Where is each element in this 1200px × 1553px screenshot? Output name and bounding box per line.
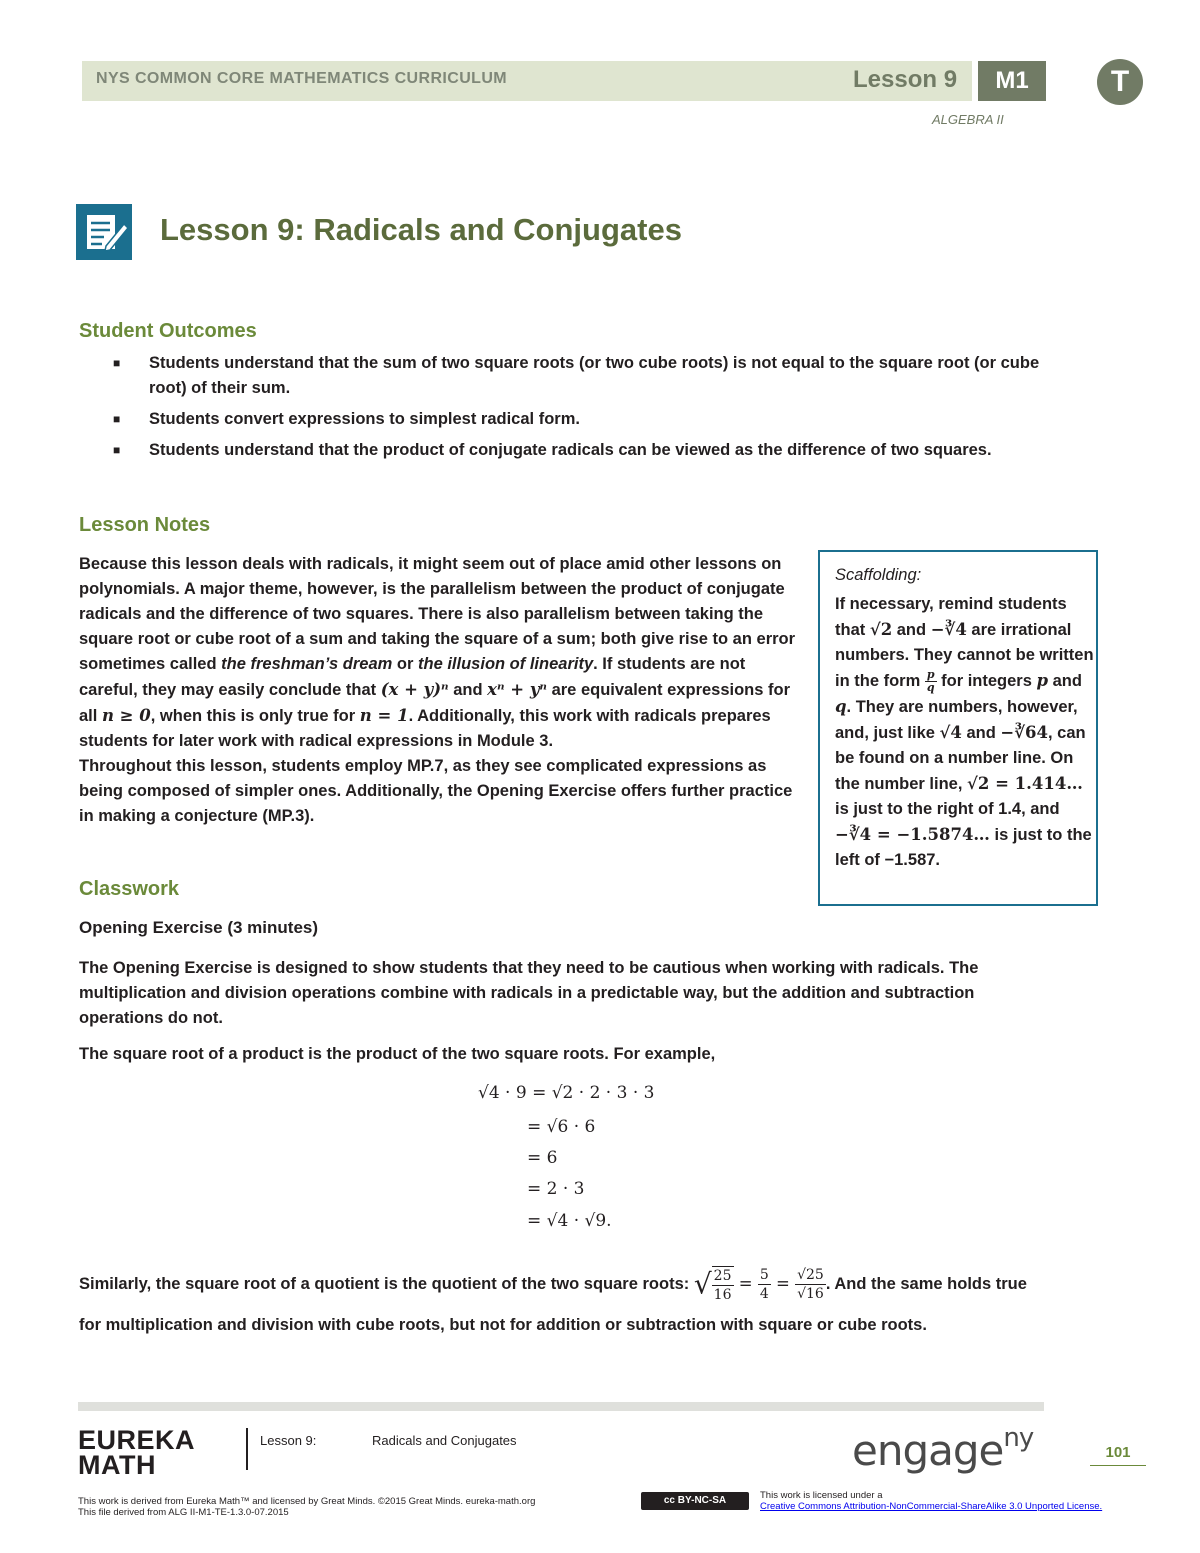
notepad-icon: [76, 204, 132, 260]
footer-rule: [78, 1402, 1044, 1411]
lesson-notes-body: Because this lesson deals with radicals, it might seem out of place amid other lessons on polynomials. A major theme, however, is the parallelism between the product of conjugate radicals and the difference of two squares. There is also parallelism between taking the square root or cube root of a sum and taking the square of a sum; both give rise to an error sometimes called the freshman’s dream or the illusion of linearity. If students are not careful, they may easily conclude that (x + y)ⁿ and xⁿ + yⁿ are equivalent expressions for all n ≥ 0, when this is only true for n = 1. Additionally, this work with radicals prepares students for later work with radical expressions in Module 3. Throughout this lesson, students employ MP.7, as they see complicated expressions as being composed of simpler ones. Additionally, the Opening Exercise offers further practice in making a conjecture (MP.3).: [79, 555, 796, 825]
equation-line: = √4 · √9.: [527, 1211, 612, 1231]
opening-p3: Similarly, the square root of a quotient is the quotient of the two square roots: √ $\frac{25}{16}$ = $\frac{5}{4}$ = $\frac{√25}{√16}$ . And the same holds true for multiplication and division with cube roots, but not for addition or subtraction with square or cube roots.: [79, 1267, 1027, 1334]
scaffolding-box: Scaffolding: If necessary, remind students that √2 and −∛4 are irrational numbers. They cannot be written in the form $\frac{p}{q}$ for integers p and q. They are numbers, however, and, just like √4 and −∛64, can be found on a number line. On the number line, √2 = 1.414… is just to the right of 1.4, and −∛4 = −1.5874… is just to the left of −1.587.: [818, 550, 1098, 906]
equation-line: = 6: [527, 1148, 558, 1168]
footer-lesson: Lesson 9:: [260, 1433, 317, 1448]
student-outcomes-heading: Student Outcomes: [79, 320, 257, 342]
opening-exercise-heading: Opening Exercise (3 minutes): [79, 918, 319, 937]
equation-line: = √6 · 6: [527, 1117, 596, 1137]
license-link[interactable]: Creative Commons Attribution-NonCommercial-ShareAlike 3.0 Unported License.: [760, 1501, 1103, 1512]
equation-line: = 2 · 3: [527, 1179, 585, 1199]
page-title: Lesson 9: Radicals and Conjugates: [160, 212, 682, 247]
engageny-logo: engage$^{ny}$: [852, 1423, 1034, 1475]
curriculum-label: NYS COMMON CORE MATHEMATICS CURRICULUM: [96, 70, 508, 87]
list-item: ■ Students understand that the product of conjugate radicals can be viewed as the difference of two squares.: [113, 441, 992, 459]
teacher-badge: T: [1097, 59, 1143, 105]
classwork-heading: Classwork: [79, 878, 180, 900]
page-number: 101: [1090, 1444, 1146, 1466]
eureka-math-logo: EUREKA MATH: [78, 1425, 196, 1480]
equation-line: √4 · 9 = √2 · 2 · 3 · 3: [478, 1083, 655, 1103]
license-text: This work is licensed under a Creative Commons Attribution-NonCommercial-ShareAlike 3.0 Unported License.: [760, 1490, 1160, 1512]
list-item: ■ Students understand that the sum of two square roots (or two cube roots) is not equal to the square root (or cube root) of their sum.: [113, 354, 1040, 397]
module-badge: M1: [978, 61, 1046, 101]
scaffolding-title: Scaffolding:: [835, 566, 922, 584]
footer-divider: [246, 1428, 248, 1470]
cc-license-badge: cc BY-NC-SA: [641, 1492, 749, 1510]
opening-p1: The Opening Exercise is designed to show students that they need to be cautious when working with radicals. The multiplication and division operations combine with radicals in a predictable way, but the addition and subtraction operations do not.: [79, 959, 979, 1027]
lesson-notes-heading: Lesson Notes: [79, 514, 211, 536]
opening-p2: The square root of a product is the product of the two square roots. For example,: [79, 1045, 716, 1063]
list-item: ■ Students convert expressions to simplest radical form.: [113, 410, 580, 428]
outcomes-list: [113, 351, 1043, 469]
footer-topic: Radicals and Conjugates: [372, 1433, 517, 1448]
course-label: ALGEBRA II: [932, 112, 1004, 127]
lesson-label: Lesson 9: [853, 66, 958, 93]
footer-credit: This work is derived from Eureka Math™ and licensed by Great Minds. ©2015 Great Minds. eureka-math.org This file derived from ALG II-M1-TE-1.3.0-07.2015: [78, 1496, 536, 1518]
